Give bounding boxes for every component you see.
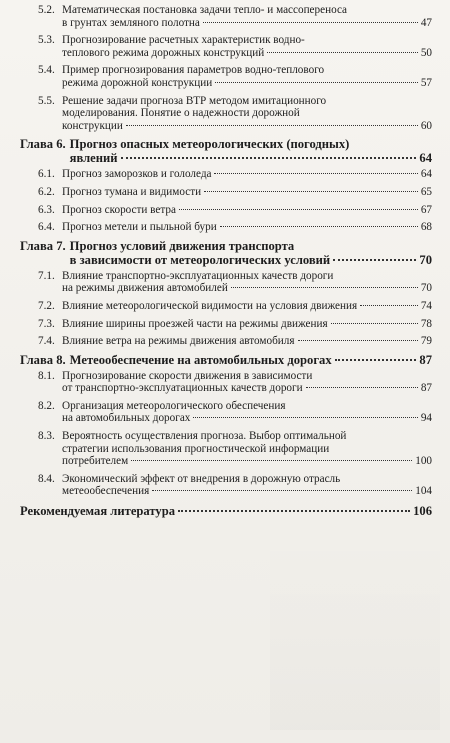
table-of-contents (20, 4, 432, 521)
toc-page-number: 74 (420, 299, 432, 312)
toc-section-entry (38, 300, 432, 313)
toc-entry-title-line: от транспортно-эксплуатационных качеств дороги (62, 382, 303, 395)
toc-section-entry (38, 318, 432, 331)
toc-entry-title-line: Организация метеорологического обеспечения (62, 399, 286, 412)
toc-entry-number: 5.4. (38, 64, 55, 77)
toc-section-entry (38, 221, 432, 234)
toc-entry-title-line: явлений (69, 151, 118, 166)
dot-leader (179, 209, 418, 210)
toc-entry-title-line: Экономический эффект от внедрения в дорожную отрасль (62, 472, 341, 485)
toc-entry-number: Глава 8. (20, 352, 66, 367)
toc-entry-title-line: на режимы движения автомобилей (62, 282, 228, 295)
toc-page-number: 67 (420, 203, 432, 216)
toc-section-entry (38, 4, 432, 29)
toc-page-number: 68 (420, 221, 432, 234)
toc-page-number: 78 (420, 317, 432, 330)
dot-leader (331, 323, 418, 324)
toc-section-entry (38, 335, 432, 348)
toc-entry-title-line: Прогноз скорости ветра (62, 203, 176, 216)
toc-entry-number: 7.2. (38, 299, 55, 312)
toc-entry-number: 5.5. (38, 94, 55, 107)
dot-leader (220, 226, 418, 227)
toc-entry-title-line: Прогноз условий движения транспорта (69, 238, 295, 253)
toc-entry-number: 7.3. (38, 317, 55, 330)
toc-entry-title-line: Прогноз метели и пыльной бури (62, 221, 217, 234)
toc-entry-title-line: Влияние метеорологической видимости на условия движения (62, 299, 358, 312)
toc-entry-number: Глава 6. (20, 137, 66, 152)
dot-leader (204, 191, 418, 192)
toc-entry-number: 8.2. (38, 399, 55, 412)
toc-entry-title-line: Вероятность осуществления прогноза. Выбор оптимальной (62, 430, 347, 443)
toc-page-number: 65 (420, 185, 432, 198)
toc-entry-title-line: Прогноз заморозков и гололеда (62, 168, 212, 181)
toc-page-number: 70 (420, 282, 432, 295)
toc-section-entry (38, 95, 432, 133)
toc-entry-title-line: Прогнозирование скорости движения в зависимости (62, 369, 313, 382)
toc-page-number: 47 (420, 16, 432, 29)
toc-section-entry (38, 34, 432, 59)
toc-chapter-entry (20, 353, 432, 367)
toc-entry-title-line: Прогноз опасных метеорологических (погодных) (69, 137, 350, 152)
toc-entry-title-line: Прогнозирование расчетных характеристик водно- (62, 34, 305, 47)
dot-leader (131, 460, 412, 461)
dot-leader (333, 259, 416, 261)
dot-leader (335, 359, 417, 361)
toc-page-number: 100 (415, 455, 432, 468)
toc-entry-title-line: Прогноз тумана и видимости (62, 185, 202, 198)
toc-page-number: 64 (419, 151, 432, 166)
toc-page-number: 104 (415, 485, 432, 498)
toc-section-entry (38, 370, 432, 395)
toc-page-number: 70 (419, 252, 432, 267)
toc-page-number: 106 (413, 504, 432, 519)
toc-chapter-entry (20, 137, 432, 165)
dot-leader (203, 22, 418, 23)
toc-section-entry (38, 186, 432, 199)
dot-leader (178, 510, 410, 512)
toc-entry-number: 5.2. (38, 4, 55, 16)
toc-entry-number: 6.3. (38, 203, 55, 216)
toc-entry-number: 5.3. (38, 34, 55, 47)
toc-literature-entry (20, 504, 432, 518)
toc-entry-number: 6.4. (38, 221, 55, 234)
toc-entry-title-line: Пример прогнозирования параметров водно-теплового (62, 64, 325, 77)
toc-entry-title-line: в зависимости от метеорологических условий (69, 252, 331, 267)
dot-leader (267, 52, 418, 53)
toc-entry-title-line: Влияние ветра на режимы движения автомобиля (62, 335, 295, 348)
toc-entry-title-line: Влияние ширины проезжей части на режимы движения (62, 317, 328, 330)
toc-entry-title-line: потребителем (62, 455, 129, 468)
toc-entry-number: 7.1. (38, 269, 55, 282)
toc-entry-number: 7.4. (38, 335, 55, 348)
toc-entry-title-line: в грунтах земляного полотна (62, 16, 200, 29)
dot-leader (152, 490, 412, 491)
toc-section-entry (38, 400, 432, 425)
toc-entry-title-line: теплового режима дорожных конструкций (62, 46, 265, 59)
toc-entry-title-line: Влияние транспортно-эксплуатационных качеств дороги (62, 269, 334, 282)
dot-leader (360, 305, 418, 306)
toc-page-number: 87 (419, 352, 432, 367)
toc-section-entry (38, 430, 432, 468)
toc-page-number: 94 (420, 412, 432, 425)
toc-entry-title-line: Решение задачи прогноза ВТР методом имитационного (62, 94, 327, 107)
toc-entry-title-line: метеообеспечения (62, 485, 150, 498)
toc-page-number: 64 (420, 168, 432, 181)
toc-entry-title-line: конструкции (62, 119, 123, 132)
toc-page-number: 87 (420, 382, 432, 395)
toc-entry-title-line: Рекомендуемая литература (20, 504, 175, 519)
toc-section-entry (38, 270, 432, 295)
toc-section-entry (38, 473, 432, 498)
toc-entry-number: Глава 7. (20, 238, 66, 253)
dot-leader (121, 157, 417, 159)
toc-entry-title-line: стратегии использования прогностической информации (62, 442, 330, 455)
dot-leader (298, 340, 418, 341)
toc-chapter-entry (20, 239, 432, 267)
toc-entry-number: 6.1. (38, 168, 55, 181)
toc-page-number: 57 (420, 76, 432, 89)
dot-leader (306, 387, 418, 388)
toc-entry-title-line: на автомобильных дорогах (62, 412, 191, 425)
toc-entry-title-line: Метеообеспечение на автомобильных дорогах (69, 352, 332, 367)
toc-page-number: 79 (420, 335, 432, 348)
toc-section-entry (38, 204, 432, 217)
dot-leader (193, 417, 417, 418)
toc-section-entry (38, 168, 432, 181)
toc-entry-title-line: режима дорожной конструкции (62, 76, 213, 89)
toc-entry-number: 8.4. (38, 472, 55, 485)
dot-leader (214, 173, 417, 174)
toc-entry-title-line: Математическая постановка задачи тепло- и массопереноса (62, 4, 348, 16)
toc-page-number: 50 (420, 46, 432, 59)
toc-entry-number: 8.1. (38, 369, 55, 382)
dot-leader (126, 125, 418, 126)
toc-page-number: 60 (420, 119, 432, 132)
page-shading (270, 530, 440, 730)
dot-leader (231, 287, 418, 288)
dot-leader (215, 82, 418, 83)
toc-section-entry (38, 64, 432, 89)
toc-entry-number: 8.3. (38, 430, 55, 443)
toc-entry-title-line: моделирования. Понятие о надежности дорожной (62, 107, 300, 120)
toc-entry-number: 6.2. (38, 185, 55, 198)
